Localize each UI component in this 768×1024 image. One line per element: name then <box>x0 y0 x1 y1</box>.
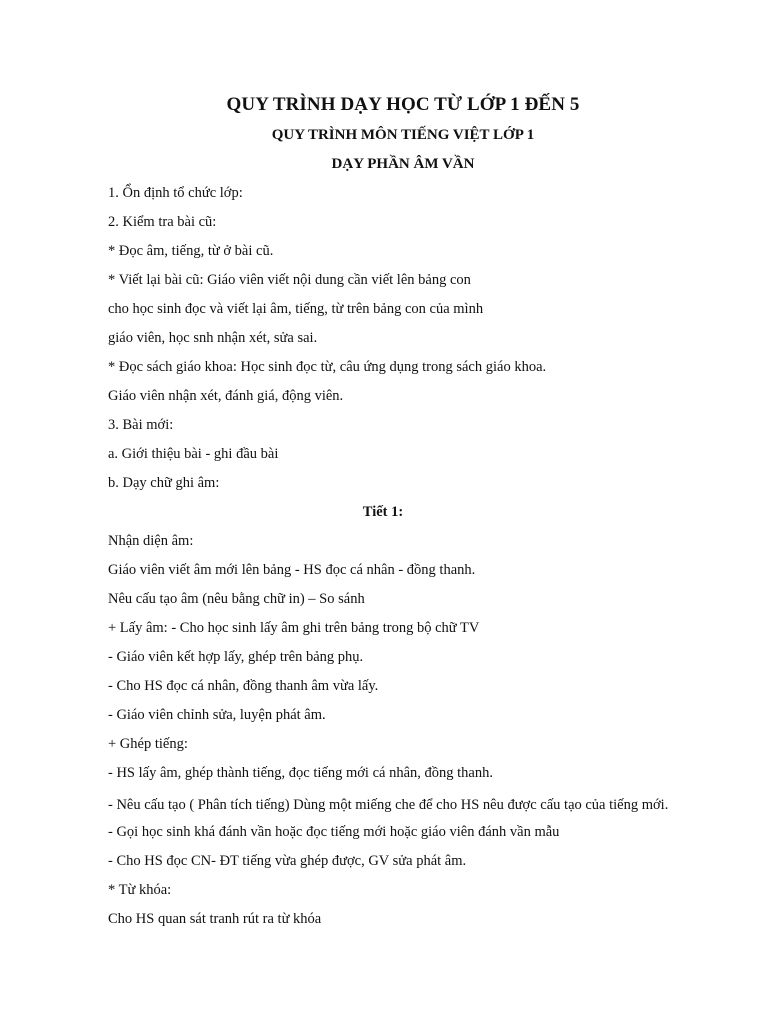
body-line: - Cho HS đọc cá nhân, đồng thanh âm vừa lấy. <box>108 678 379 694</box>
body-line: * Từ khóa: <box>108 882 172 898</box>
body-line: cho học sinh đọc và viết lại âm, tiếng, từ trên bảng con của mình <box>108 301 484 317</box>
document-body <box>108 185 698 928</box>
body-line: + Ghép tiếng: <box>108 736 188 752</box>
document-subtitle-subject: QUY TRÌNH MÔN TIẾNG VIỆT LỚP 1 <box>271 127 535 143</box>
body-line: Cho HS quan sát tranh rút ra từ khóa <box>108 911 322 927</box>
body-line: Giáo viên viết âm mới lên bảng - HS đọc cá nhân - đồng thanh. <box>108 562 476 578</box>
body-line: a. Giới thiệu bài - ghi đầu bài <box>108 446 279 462</box>
body-line: - Nêu cấu tạo ( Phân tích tiếng) Dùng một miếng che để cho HS nêu được cấu tạo của tiếng mới. <box>108 797 669 813</box>
body-line: 1. Ổn định tổ chức lớp: <box>108 185 243 201</box>
body-line: 3. Bài mới: <box>108 417 174 433</box>
body-line: + Lấy âm: - Cho học sinh lấy âm ghi trên bảng trong bộ chữ TV <box>108 620 480 636</box>
body-line: Giáo viên nhận xét, đánh giá, động viên. <box>108 388 344 404</box>
body-line: - Gọi học sinh khá đánh vần hoặc đọc tiếng mới hoặc giáo viên đánh vần mẫu <box>108 824 560 840</box>
body-line: - Giáo viên kết hợp lấy, ghép trên bảng phụ. <box>108 649 364 665</box>
body-line: - Giáo viên chỉnh sửa, luyện phát âm. <box>108 707 326 723</box>
body-line: b. Dạy chữ ghi âm: <box>108 475 220 491</box>
body-line: - HS lấy âm, ghép thành tiếng, đọc tiếng mới cá nhân, đồng thanh. <box>108 765 493 781</box>
body-line: * Đọc âm, tiếng, từ ở bài cũ. <box>108 243 274 259</box>
document-title: QUY TRÌNH DẠY HỌC TỪ LỚP 1 ĐẾN 5 <box>226 94 580 115</box>
body-line: Nhận diện âm: <box>108 533 194 549</box>
body-line: - Cho HS đọc CN- ĐT tiếng vừa ghép được, GV sửa phát âm. <box>108 853 467 869</box>
body-line: giáo viên, học snh nhận xét, sửa sai. <box>108 330 318 346</box>
body-line: * Viết lại bài cũ: Giáo viên viết nội dung cần viết lên bảng con <box>108 272 471 288</box>
lesson-period-heading: Tiết 1: <box>362 504 404 520</box>
body-line: * Đọc sách giáo khoa: Học sinh đọc từ, câu ứng dụng trong sách giáo khoa. <box>108 359 547 375</box>
body-line: 2. Kiểm tra bài cũ: <box>108 214 217 230</box>
document-subtitle-section: DẠY PHẦN ÂM VẦN <box>331 156 475 172</box>
body-line: Nêu cấu tạo âm (nêu bằng chữ in) – So sánh <box>108 591 365 607</box>
